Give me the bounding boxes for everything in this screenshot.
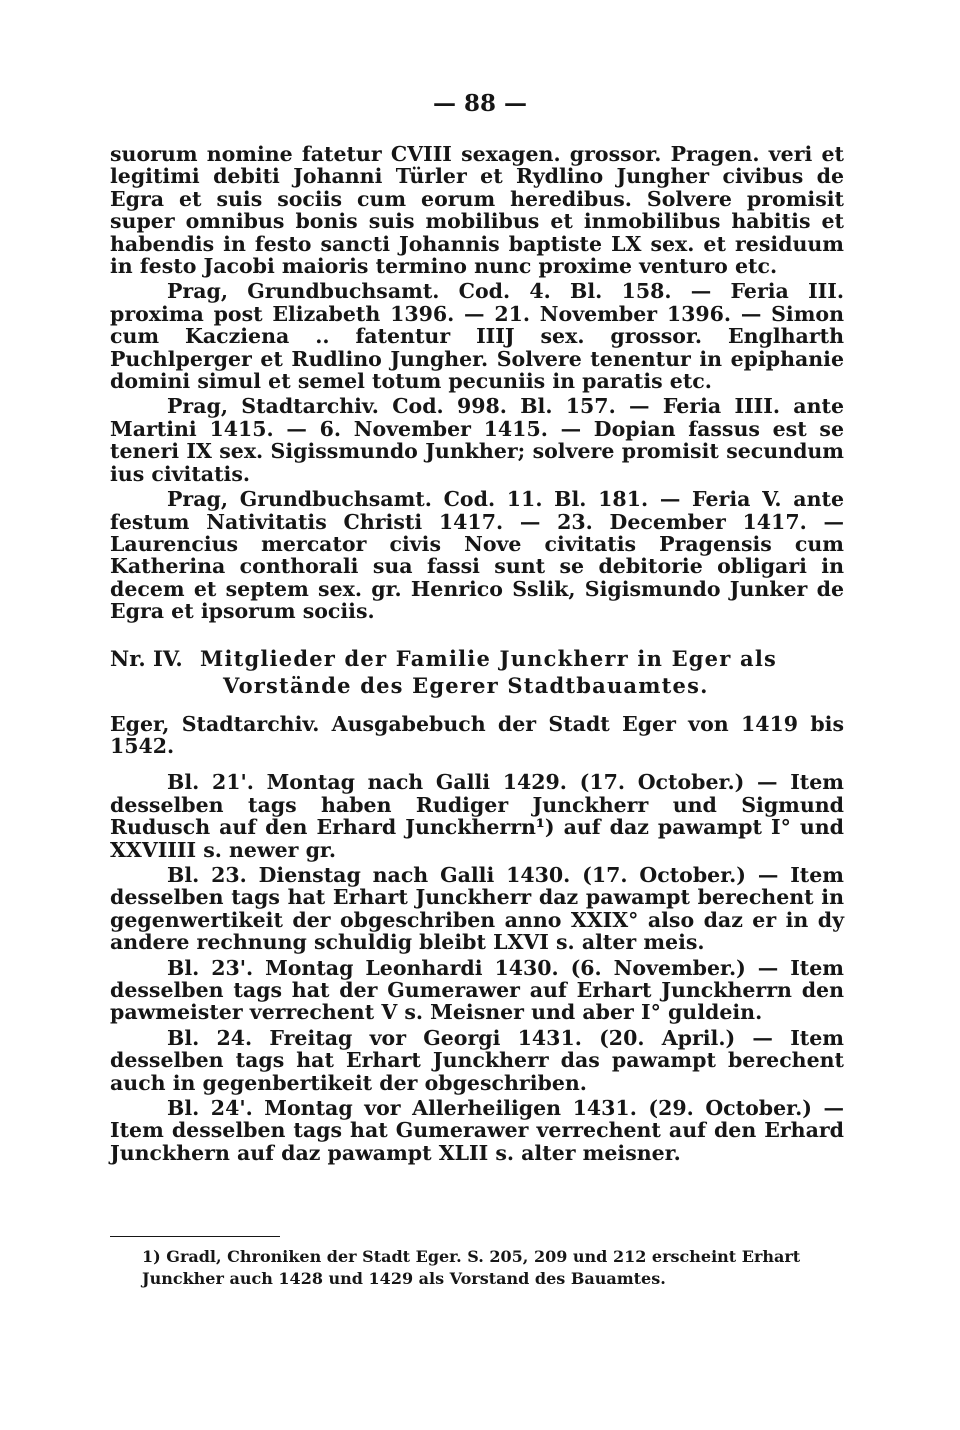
paragraph: Prag, Stadtarchiv. Cod. 998. Bl. 157. — Feria IIII. ante Martini 1415. — 6. November 1415. — Dopian fassus est se teneri IX sex. Sigissmundo Junkher; solvere promisit secundum ius civitatis. (110, 394, 844, 486)
paragraph: suorum nomine fatetur CVIII sexagen. grossor. Pragen. veri et legitimi debiti Johanni Türler et Rydlino Jungher civibus de Egra et suis sociis cum eorum heredibus. Solvere promisit super omnibus bonis suis mobilibus et inmobilibus habitis et habendis in festo sancti Johannis baptiste LX sex. et residuum in festo Jacobi maioris termino nunc proxime venturo etc. (110, 142, 844, 279)
page-body (110, 143, 844, 1164)
section-heading (110, 645, 844, 672)
footnote-rule (110, 1236, 280, 1237)
footnote: 1) Gradl, Chroniken der Stadt Eger. S. 205, 209 und 212 erscheint Erhart Junckher auch 1428 und 1429 als Vorstand des Bauamtes. (142, 1247, 801, 1288)
page-number: — 88 — (432, 90, 528, 117)
entry: Bl. 24. Freitag vor Georgi 1431. (20. April.) — Item desselben tags hat Erhart Junckherr das pawampt berechent auch in gegenbertikeit der obgeschriben. (110, 1025, 844, 1095)
entry: Bl. 21'. Montag nach Galli 1429. (17. October.) — Item desselben tags haben Rudiger Junckherr und Sigmund Rudusch auf den Erhard Junckherrn¹) auf daz pawampt I° und XXVIIII s. newer gr. (110, 770, 844, 862)
paragraph: Prag, Grundbuchsamt. Cod. 11. Bl. 181. — Feria V. ante festum Nativitatis Christi 1417. — 23. December 1417. — Laurencius mercator civis Nove civitatis Pragensis cum Katherina conthorali sua fassi sunt se debitorie obligari in decem et septem sex. gr. Henrico Sslik, Sigismundo Junker de Egra et ipsorum sociis. (110, 487, 844, 624)
entry: Bl. 23. Dienstag nach Galli 1430. (17. October.) — Item desselben tags hat Erhart Junckherr daz pawampt berechent in gegenwertikeit der obgeschriben anno XXIX° also daz er in dy andere rechnung schuldig bleibt LXVI s. alter meis. (110, 862, 844, 955)
paragraph: Prag, Grundbuchsamt. Cod. 4. Bl. 158. — Feria III. proxima post Elizabeth 1396. — 21. November 1396. — Simon cum Kacziena .. fatentur IIIJ sex. grossor. Englharth Puchlperger et Rudlino Jungher. Solvere tenentur in epiphanie domini simul et semel totum pecuniis in paratis etc. (110, 279, 844, 394)
section-label: Nr. IV. (110, 645, 183, 671)
section-title-line-2: Vorstände des Egerer Stadtbauamtes. (223, 672, 709, 698)
section-title-line-1: Mitglieder der Familie Junckherr in Eger als (200, 645, 778, 671)
source-line: Eger, Stadtarchiv. Ausgabebuch der Stadt Eger von 1419 bis 1542. (110, 711, 844, 758)
entry: Bl. 23'. Montag Leonhardi 1430. (6. November.) — Item desselben tags hat der Gumerawer auf Erhart Junckherrn den pawmeister verrechent V s. Meisner und aber I° guldein. (110, 955, 844, 1025)
entry: Bl. 24'. Montag vor Allerheiligen 1431. (29. October.) — Item desselben tags hat Gumerawer verrechent auf den Erhard Junckhern auf daz pawampt XLII s. alter meisner. (110, 1096, 844, 1165)
